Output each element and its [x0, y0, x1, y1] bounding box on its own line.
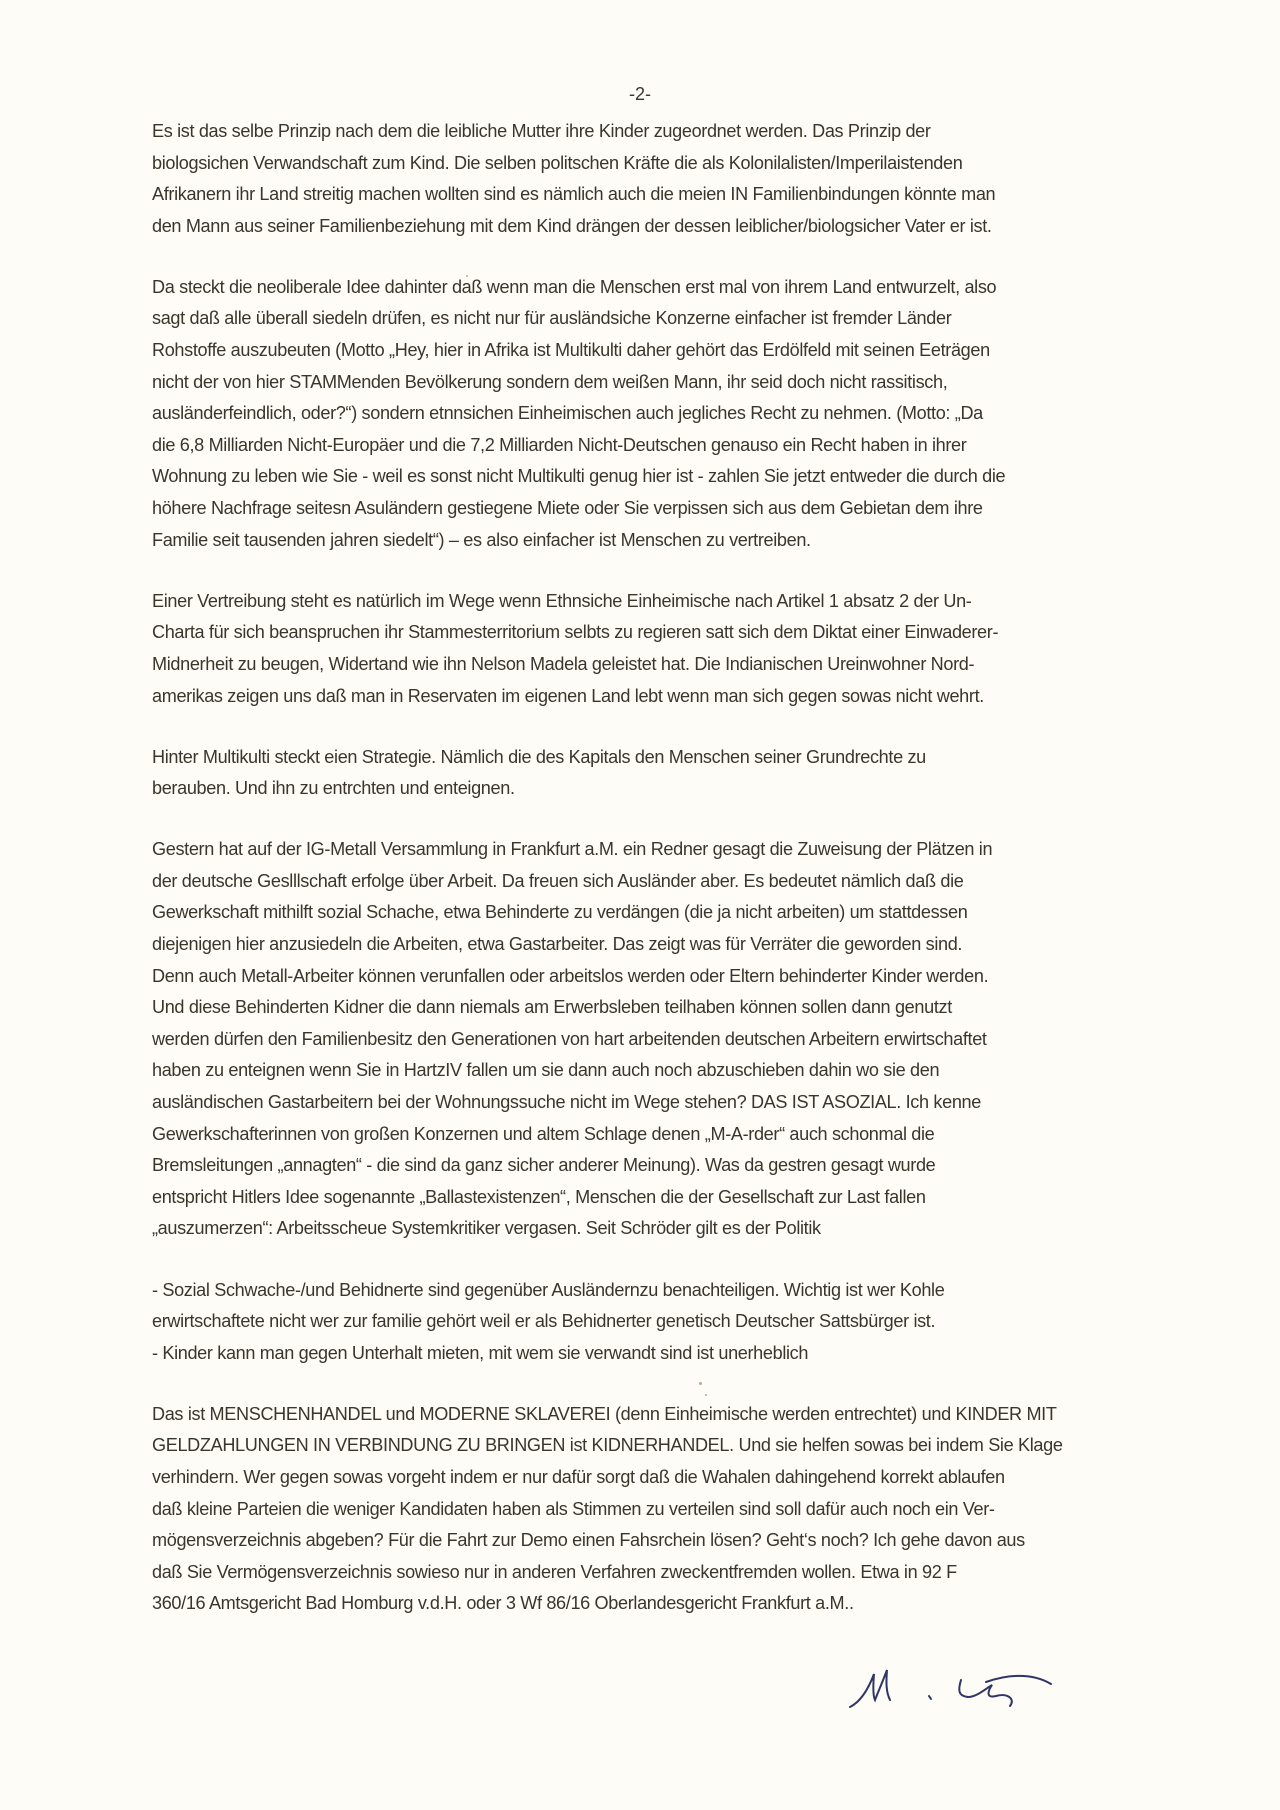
scan-speck	[466, 275, 468, 277]
text-line: Bremsleitungen „annagten“ - die sind da ganz sicher anderer Meinung). Was da gestren gesagt wurde	[152, 1155, 936, 1176]
text-line: erwirtschaftete nicht wer zur familie gehört weil er als Behidnerter genetisch Deutscher Sattsbürger ist.	[152, 1311, 936, 1332]
text-line: Gewerkschaft mithilft sozial Schache, etwa Behinderte zu verdängen (die ja nicht arbeiten) um stattdessen	[152, 902, 968, 923]
text-line: berauben. Und ihn zu entrchten und enteignen.	[152, 778, 515, 799]
text-line: haben zu enteignen wenn Sie in HartzIV fallen um sie dann auch noch abzuschieben dahin wo sie den	[152, 1060, 940, 1081]
text-line: Einer Vertreibung steht es natürlich im Wege wenn Ethnsiche Einheimische nach Artikel 1 absatz 2 der Un-	[152, 590, 972, 611]
text-line: 360/16 Amtsgericht Bad Homburg v.d.H. oder 3 Wf 86/16 Oberlandesgericht Frankfurt a.M..	[152, 1593, 854, 1614]
text-line: entspricht Hitlers Idee sogenannte „Ballastexistenzen“, Menschen die der Gesellschaft zur Last fallen	[152, 1186, 926, 1207]
handwritten-signature	[846, 1660, 1061, 1720]
signature-stroke-w	[959, 1676, 1051, 1706]
text-line: ausländerfeindlich, oder?“) sondern etnnsichen Einheimischen auch jegliches Recht zu nehmen. (Motto: „Da	[152, 403, 983, 424]
text-line: Charta für sich beanspruchen ihr Stammesterritorium selbts zu regieren satt sich dem Diktat einer Einwaderer-	[152, 622, 999, 643]
text-line: biologsichen Verwandschaft zum Kind. Die selben politschen Kräfte die als Kolonilalisten/Imperilaistenden	[152, 152, 963, 173]
paragraph	[152, 586, 1162, 712]
paragraph	[152, 116, 1162, 242]
text-line: diejenigen hier anzusiedeln die Arbeiten, etwa Gastarbeiter. Das zeigt was für Verräter die geworden sind.	[152, 934, 963, 955]
text-line: Gewerkschafterinnen von großen Konzernen und altem Schlage denen „M-A-rder“ auch schonmal die	[152, 1123, 935, 1144]
paragraph	[152, 834, 1162, 1245]
scan-speck	[699, 1382, 702, 1385]
text-line: daß Sie Vermögensverzeichnis sowieso nur in anderen Verfahren zweckentfremden wollen. Etwa in 92 F	[152, 1561, 957, 1582]
text-line: mögensverzeichnis abgeben? Für die Fahrt zur Demo einen Fahsrchein lösen? Geht‘s noch? Ich gehe davon aus	[152, 1530, 1025, 1551]
text-line: Es ist das selbe Prinzip nach dem die leibliche Mutter ihre Kinder zugeordnet werden. Das Prinzip der	[152, 121, 931, 141]
text-line: ausländischen Gastarbeitern bei der Wohnungssuche nicht im Wege stehen? DAS IST ASOZIAL. Ich kenne	[152, 1092, 981, 1113]
page-number: -2-	[629, 84, 651, 104]
text-line: verhindern. Wer gegen sowas vorgeht indem er nur dafür sorgt daß die Wahalen dahingehend korrekt ablaufen	[152, 1466, 1005, 1487]
text-line: - Kinder kann man gegen Unterhalt mieten, mit wem sie verwandt sind ist unerheblich	[152, 1342, 809, 1363]
text-line: die 6,8 Milliarden Nicht-Europäer und die 7,2 Milliarden Nicht-Deutschen genauso ein Recht haben in ihrer	[152, 434, 967, 455]
text-line: - Sozial Schwache-/und Behidnerte sind gegenüber Ausländernzu benachteiligen. Wichtig ist wer Kohle	[152, 1279, 945, 1300]
text-line: GELDZAHLUNGEN IN VERBINDUNG ZU BRINGEN ist KIDNERHANDEL. Und sie helfen sowas bei indem Sie Klage	[152, 1435, 1063, 1456]
text-line: den Mann aus seiner Familienbeziehung mit dem Kind drängen der dessen leiblicher/biologsicher Vater er ist.	[152, 215, 992, 236]
text-line: amerikas zeigen uns daß man in Reservaten im eigenen Land lebt wenn man sich gegen sowas nicht wehrt.	[152, 685, 984, 706]
signature-stroke-m	[850, 1670, 890, 1707]
paragraph	[152, 1275, 1162, 1370]
letter-body	[152, 116, 1162, 1649]
text-line: Rohstoffe auszubeuten (Motto „Hey, hier in Afrika ist Multikulti daher gehört das Erdölfeld mit seinen Eeträgen	[152, 340, 990, 361]
paragraph	[152, 272, 1162, 556]
paragraph	[152, 742, 1162, 805]
text-line: Gestern hat auf der IG-Metall Versammlung in Frankfurt a.M. ein Redner gesagt die Zuweisung der Plätzen in	[152, 839, 993, 860]
text-line: höhere Nachfrage seitesn Asuländern gestiegene Miete oder Sie verpissen sich aus dem Gebietan dem ihre	[152, 498, 983, 519]
text-line: „auszumerzen“: Arbeitsscheue Systemkritiker vergasen. Seit Schröder gilt es der Politik	[152, 1218, 821, 1239]
text-line: nicht der von hier STAMMenden Bevölkerung sondern dem weißen Mann, ihr seid doch nicht rassitisch,	[152, 371, 948, 392]
text-line: Das ist MENSCHENHANDEL und MODERNE SKLAVEREI (denn Einheimische werden entrechtet) und KINDER MIT	[152, 1403, 1057, 1424]
text-line: Denn auch Metall-Arbeiter können verunfallen oder arbeitslos werden oder Eltern behinderter Kinder werden.	[152, 965, 989, 986]
text-line: Midnerheit zu beugen, Widertand wie ihn Nelson Madela geleistet hat. Die Indianischen Ureinwohner Nord-	[152, 653, 975, 674]
text-line: Da steckt die neoliberale Idee dahinter daß wenn man die Menschen erst mal von ihrem Land entwurzelt, also	[152, 276, 997, 297]
scan-speck	[705, 1394, 707, 1396]
text-line: Hinter Multikulti steckt eien Strategie. Nämlich die des Kapitals den Menschen seiner Grundrechte zu	[152, 746, 926, 767]
paragraph	[152, 1399, 1162, 1620]
text-line: der deutsche Geslllschaft erfolge über Arbeit. Da freuen sich Ausländer aber. Es bedeutet nämlich daß die	[152, 870, 964, 891]
text-line: daß kleine Parteien die weniger Kandidaten haben als Stimmen zu verteilen sind soll dafür auch noch ein Ver-	[152, 1498, 995, 1519]
text-line: werden dürfen den Familienbesitz den Generationen von hart arbeitenden deutschen Arbeitern erwirtschaftet	[152, 1028, 987, 1049]
text-line: Familie seit tausenden jahren siedelt“) – es also einfacher ist Menschen zu vertreiben.	[152, 529, 811, 550]
text-line: Wohnung zu leben wie Sie - weil es sonst nicht Multikulti genug hier ist - zahlen Sie jetzt entweder die durch die	[152, 466, 1006, 487]
text-line: sagt daß alle überall siedeln drüfen, es nicht nur für ausländsiche Konzerne einfacher ist fremder Länder	[152, 308, 952, 329]
text-line: Und diese Behinderten Kidner die dann niemals am Erwerbsleben teilhaben können sollen dann genutzt	[152, 997, 952, 1018]
text-line: Afrikanern ihr Land streitig machen wollten sind es nämlich auch die meien IN Familienbindungen könnte man	[152, 184, 996, 205]
signature-stroke-dot	[929, 1696, 931, 1699]
